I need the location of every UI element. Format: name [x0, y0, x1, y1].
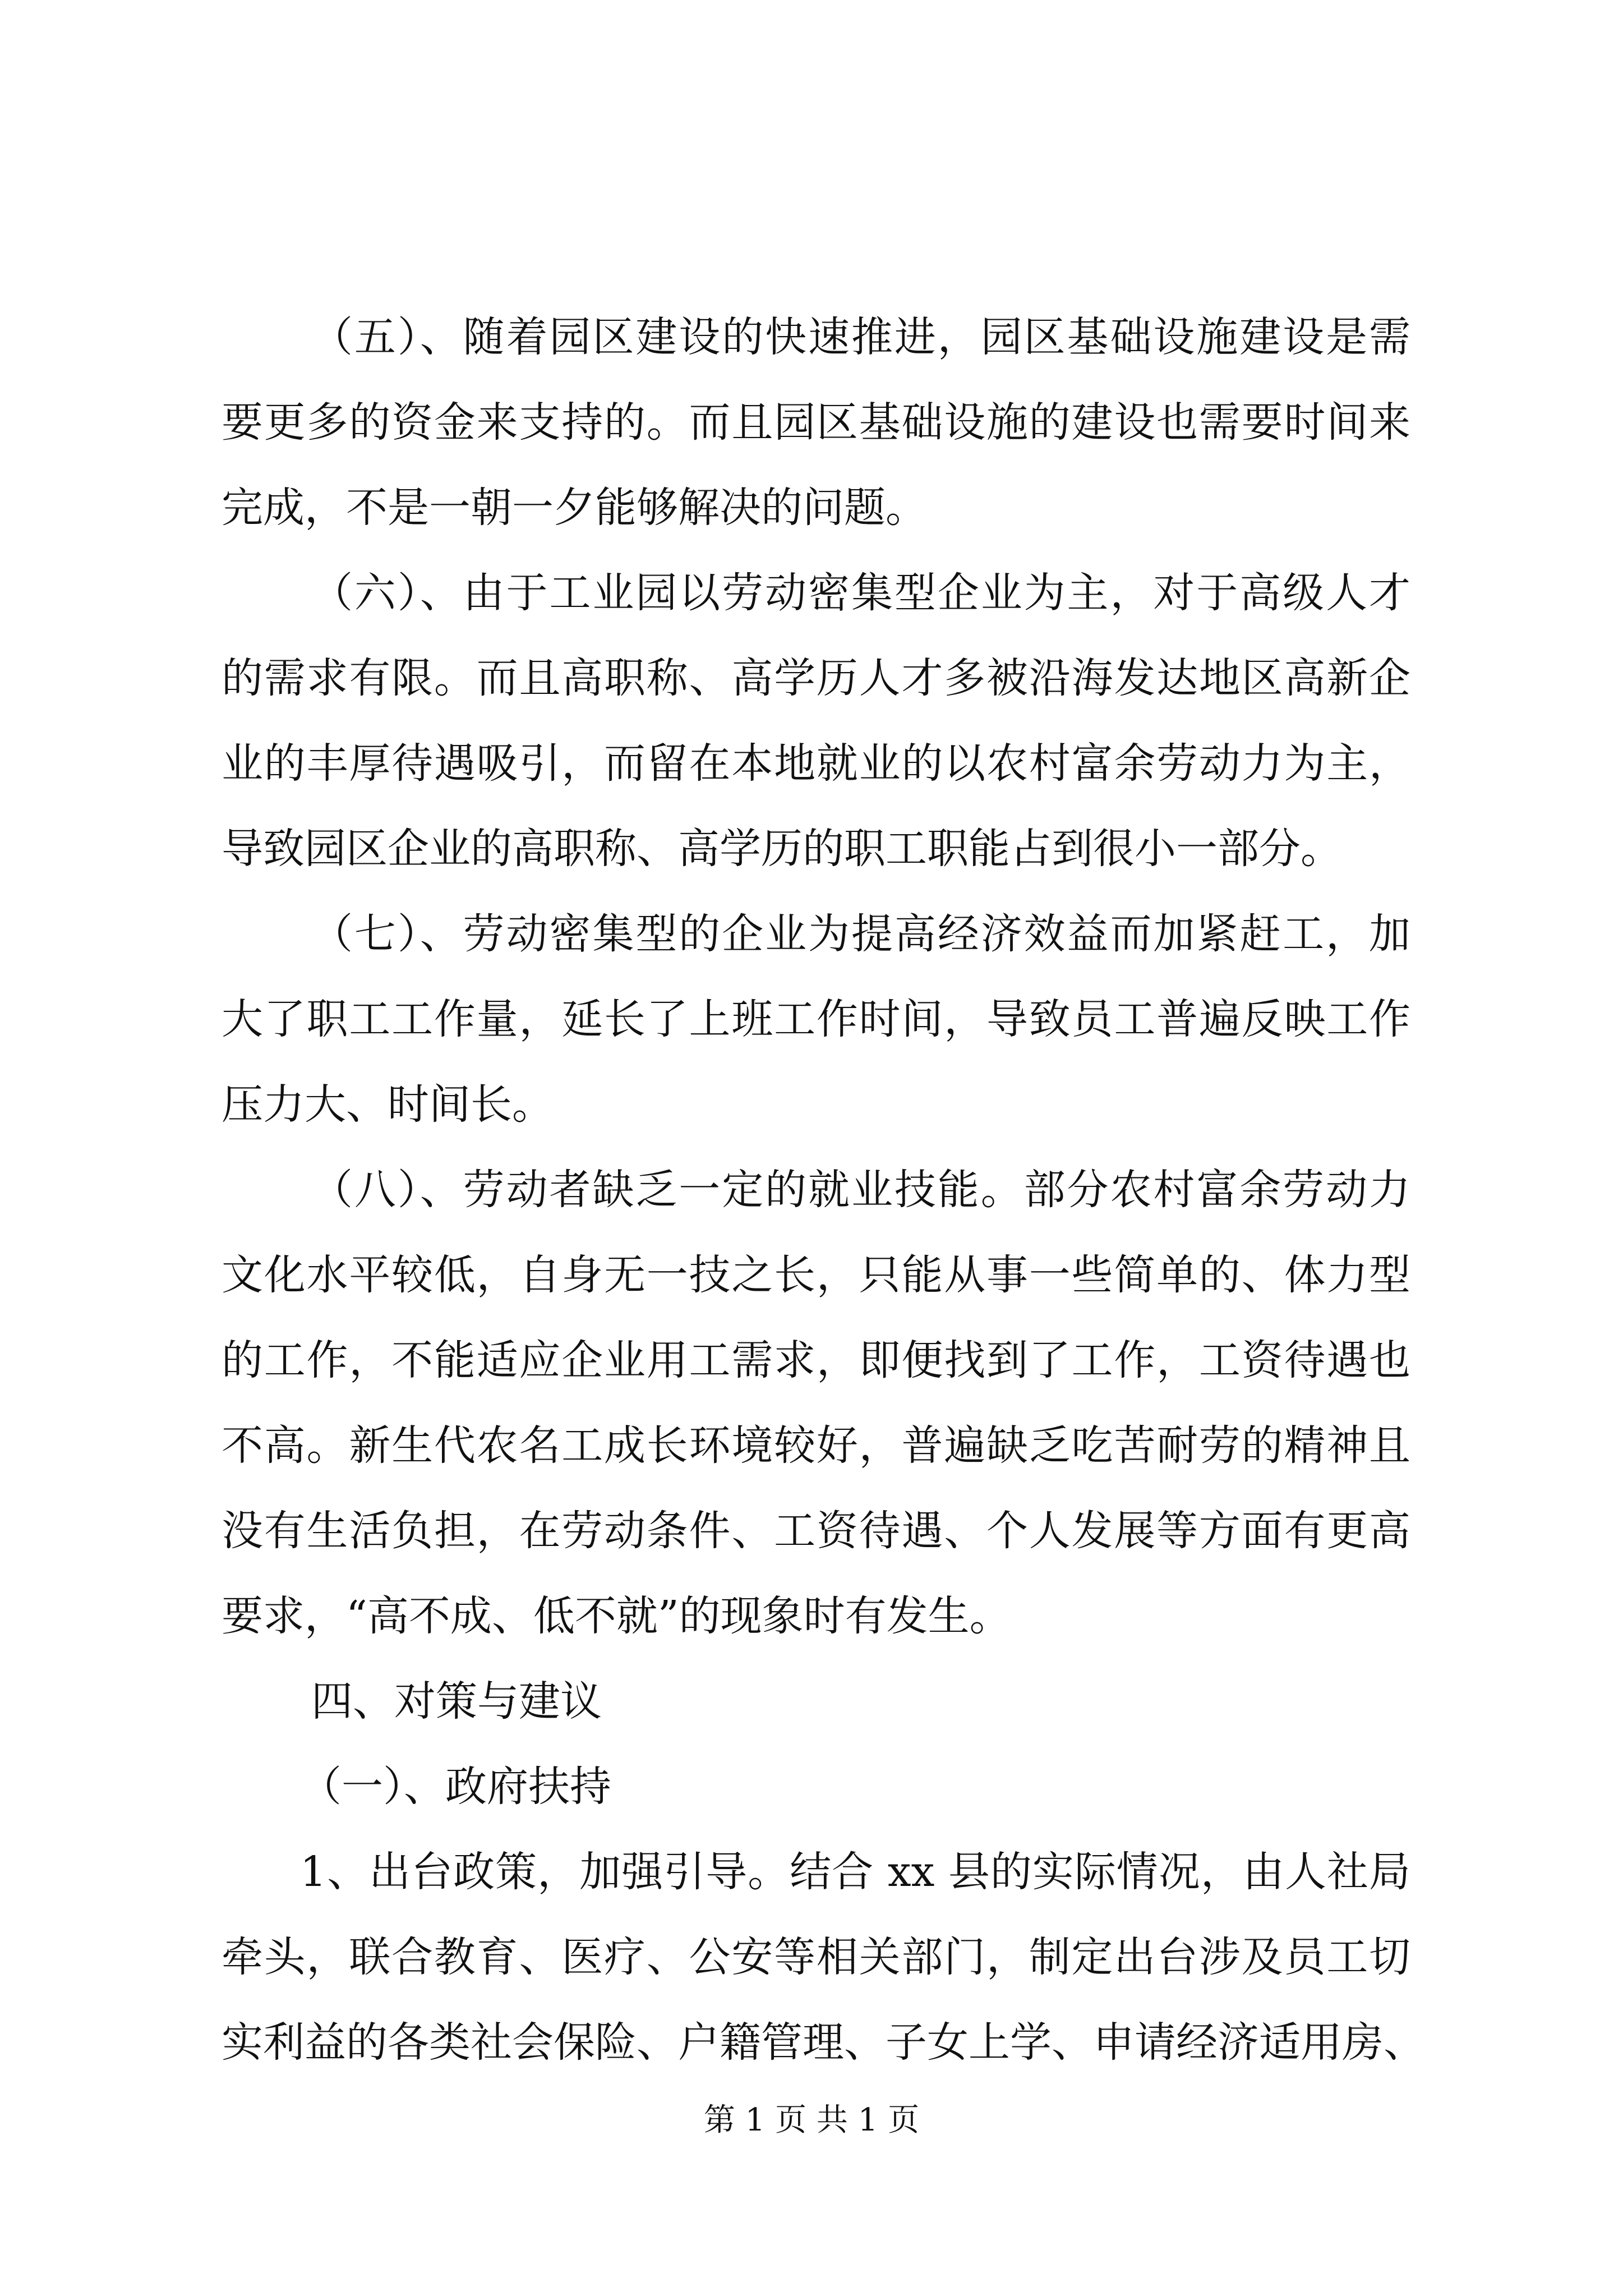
paragraph-6-line-1: （六）、由于工业园以劳动密集型企业为主，对于高级人才 [311, 569, 1410, 617]
paragraph-8-line-5: 没有生活负担，在劳动条件、工资待遇、个人发展等方面有更高 [222, 1507, 1410, 1555]
page-footer: 第 1 页 共 1 页 [703, 2102, 920, 2138]
paragraph-7-line-2: 大了职工工作量，延长了上班工作时间，导致员工普遍反映工作 [222, 995, 1410, 1043]
item-1-line-1: 1、出台政策，加强引导。结合 xx 县的实际情况，由人社局 [300, 1848, 1410, 1896]
paragraph-5-line-1: （五）、随着园区建设的快速推进，园区基础设施建设是需 [311, 313, 1410, 361]
paragraph-8-line-4: 不高。新生代农名工成长环境较好，普遍缺乏吃苦耐劳的精神且 [222, 1421, 1410, 1470]
document-body [222, 295, 1425, 2085]
paragraph-8-line-2: 文化水平较低，自身无一技之长，只能从事一些简单的、体力型 [222, 1251, 1410, 1299]
paragraph-7-line-1: （七）、劳动密集型的企业为提高经济效益而加紧赶工，加 [311, 910, 1410, 958]
item-1-line-3: 实利益的各类社会保险、户籍管理、子女上学、申请经济适用房、 [222, 2018, 1425, 2067]
paragraph-8-line-1: （八）、劳动者缺乏一定的就业技能。部分农村富余劳动力 [311, 1166, 1410, 1214]
paragraph-8-line-3: 的工作，不能适应企业用工需求，即便找到了工作，工资待遇也 [222, 1336, 1410, 1384]
paragraph-8-line-6: 要求，“高不成、低不就”的现象时有发生。 [222, 1592, 1011, 1640]
item-1-line-2: 牵头，联合教育、医疗、公安等相关部门，制定出台涉及员工切 [222, 1933, 1410, 1981]
paragraph-5-line-3: 完成，不是一朝一夕能够解决的问题。 [222, 484, 927, 532]
paragraph-6-line-2: 的需求有限。而且高职称、高学历人才多被沿海发达地区高新企 [222, 654, 1410, 702]
paragraph-5-line-2: 要更多的资金来支持的。而且园区基础设施的建设也需要时间来 [222, 398, 1410, 447]
paragraph-7-line-3: 压力大、时间长。 [222, 1080, 554, 1129]
subsection-heading-1: （一）、政府扶持 [300, 1763, 611, 1811]
paragraph-6-line-3: 业的丰厚待遇吸引，而留在本地就业的以农村富余劳动力为主， [222, 739, 1410, 788]
section-heading-4: 四、对策与建议 [311, 1677, 602, 1726]
paragraph-6-line-4: 导致园区企业的高职称、高学历的职工职能占到很小一部分。 [222, 825, 1342, 873]
